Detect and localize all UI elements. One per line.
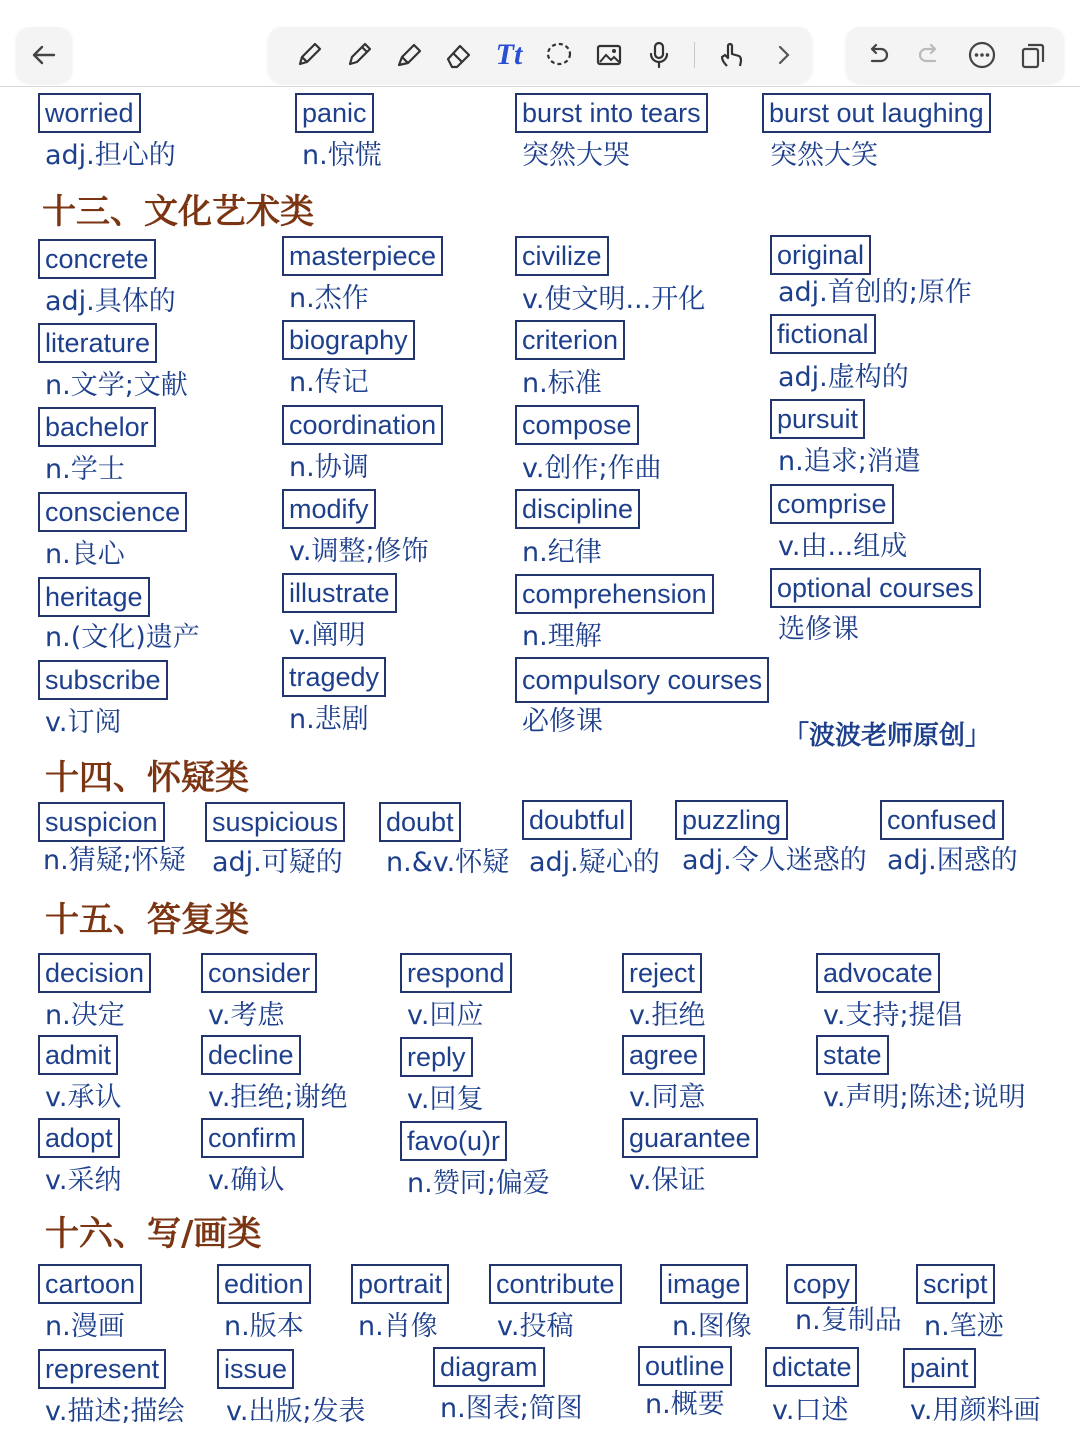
- word-box: reply: [400, 1037, 473, 1077]
- word-meaning: v.调整;修饰: [289, 536, 429, 567]
- author-credit: 「波波老师原创」: [783, 721, 992, 751]
- word-box: copy: [786, 1264, 857, 1304]
- touch-tool-button[interactable]: [711, 35, 751, 75]
- highlighter-icon: [393, 39, 425, 71]
- word-meaning: n.肖像: [358, 1311, 438, 1342]
- top-toolbar: [0, 0, 1080, 87]
- word-box: worried: [38, 93, 141, 133]
- word-box: burst into tears: [515, 93, 708, 133]
- word-box: criterion: [515, 320, 625, 360]
- word-meaning: 突然大哭: [522, 140, 630, 171]
- word-meaning: v.阐明: [289, 620, 366, 651]
- word-meaning: n.赞同;偏爱: [407, 1168, 550, 1199]
- word-meaning: n.复制品: [795, 1305, 902, 1336]
- word-box: suspicious: [205, 802, 345, 842]
- word-box: modify: [282, 489, 376, 529]
- word-meaning: n.笔迹: [924, 1311, 1004, 1342]
- word-box: paint: [903, 1348, 976, 1388]
- word-box: puzzling: [675, 800, 788, 840]
- word-box: panic: [295, 93, 374, 133]
- word-box: conscience: [38, 492, 187, 532]
- word-meaning: v.由...组成: [778, 531, 908, 562]
- word-meaning: n.版本: [224, 1311, 304, 1342]
- arrow-left-icon: [28, 39, 60, 71]
- word-meaning: v.保证: [629, 1165, 706, 1196]
- word-box: confirm: [201, 1118, 304, 1158]
- word-meaning: n.决定: [45, 1000, 125, 1031]
- section-heading: 十三、文化艺术类: [42, 192, 314, 232]
- word-box: guarantee: [622, 1118, 758, 1158]
- more-icon: [966, 39, 998, 71]
- word-meaning: v.创作;作曲: [522, 453, 662, 484]
- microphone-icon: [643, 39, 675, 71]
- word-box: tragedy: [282, 657, 386, 697]
- word-meaning: v.考虑: [208, 1000, 285, 1031]
- word-box: decline: [201, 1035, 301, 1075]
- word-meaning: v.支持;提倡: [823, 1000, 963, 1031]
- word-box: subscribe: [38, 660, 168, 700]
- word-meaning: v.描述;描绘: [45, 1396, 185, 1427]
- word-meaning: adj.虚构的: [778, 362, 909, 393]
- section-heading: 十六、写/画类: [45, 1214, 262, 1254]
- pages-icon: [1017, 39, 1049, 71]
- chevron-right-icon: [768, 39, 800, 71]
- word-meaning: v.同意: [629, 1082, 706, 1113]
- word-meaning: v.承认: [45, 1082, 122, 1113]
- word-box: bachelor: [38, 407, 156, 447]
- word-meaning: n.图像: [672, 1311, 752, 1342]
- word-box: suspicion: [38, 802, 165, 842]
- word-meaning: n.协调: [289, 452, 369, 483]
- word-box: edition: [217, 1264, 311, 1304]
- word-box: literature: [38, 323, 157, 363]
- back-button[interactable]: [24, 35, 64, 75]
- word-meaning: v.订阅: [45, 707, 122, 738]
- more-tools-button[interactable]: [764, 35, 804, 75]
- word-meaning: n.&v.怀疑: [386, 847, 510, 878]
- word-meaning: n.猜疑;怀疑: [43, 845, 186, 876]
- word-box: pursuit: [770, 399, 865, 439]
- redo-button[interactable]: [910, 35, 950, 75]
- pen-tool-button[interactable]: [289, 35, 329, 75]
- word-box: civilize: [515, 236, 609, 276]
- word-meaning: v.使文明...开化: [522, 284, 706, 315]
- microphone-tool-button[interactable]: [639, 35, 679, 75]
- word-box: advocate: [816, 953, 940, 993]
- image-icon: [593, 39, 625, 71]
- word-box: adopt: [38, 1118, 120, 1158]
- word-meaning: n.悲剧: [289, 704, 369, 735]
- word-box: illustrate: [282, 573, 397, 613]
- word-meaning: adj.可疑的: [212, 847, 343, 878]
- word-meaning: adj.疑心的: [529, 847, 660, 878]
- word-box: cartoon: [38, 1264, 142, 1304]
- word-meaning: v.回应: [407, 1000, 484, 1031]
- word-box: reject: [622, 953, 702, 993]
- word-box: masterpiece: [282, 236, 443, 276]
- word-meaning: n.漫画: [45, 1311, 125, 1342]
- word-meaning: n.理解: [522, 621, 602, 652]
- word-box: portrait: [351, 1264, 449, 1304]
- word-box: comprehension: [515, 574, 714, 614]
- word-box: outline: [638, 1346, 732, 1386]
- pencil-icon: [343, 39, 375, 71]
- lasso-tool-button[interactable]: [539, 35, 579, 75]
- word-box: favo(u)r: [400, 1121, 507, 1161]
- highlighter-tool-button[interactable]: [389, 35, 429, 75]
- lasso-icon: [543, 39, 575, 71]
- word-box: compose: [515, 405, 639, 445]
- word-box: doubtful: [522, 800, 632, 840]
- word-meaning: v.出版;发表: [226, 1396, 366, 1427]
- touch-icon: [715, 39, 747, 71]
- word-meaning: 突然大笑: [770, 140, 878, 171]
- word-box: original: [770, 235, 871, 275]
- word-box: diagram: [433, 1347, 545, 1387]
- eraser-icon: [443, 39, 475, 71]
- word-meaning: n.标准: [522, 368, 602, 399]
- word-box: agree: [622, 1035, 705, 1075]
- word-box: script: [916, 1264, 995, 1304]
- word-meaning: n.纪律: [522, 537, 602, 568]
- word-box: optional courses: [770, 568, 981, 608]
- word-meaning: n.良心: [45, 539, 125, 570]
- word-box: concrete: [38, 239, 156, 279]
- word-meaning: n.概要: [645, 1389, 725, 1420]
- word-meaning: adj.困惑的: [887, 845, 1018, 876]
- word-meaning: n.杰作: [289, 283, 369, 314]
- word-meaning: adj.担心的: [45, 140, 176, 171]
- word-box: heritage: [38, 577, 150, 617]
- undo-button[interactable]: [857, 35, 897, 75]
- word-meaning: n.(文化)遗产: [45, 622, 200, 653]
- word-box: confused: [880, 800, 1004, 840]
- word-box: respond: [400, 953, 512, 993]
- word-meaning: adj.具体的: [45, 286, 176, 317]
- word-meaning: 选修课: [778, 614, 859, 645]
- text-icon: Tt: [495, 38, 523, 71]
- word-box: image: [660, 1264, 748, 1304]
- word-meaning: v.拒绝;谢绝: [208, 1082, 348, 1113]
- word-box: contribute: [489, 1264, 622, 1304]
- word-box: state: [816, 1035, 889, 1075]
- image-tool-button[interactable]: [589, 35, 629, 75]
- word-box: discipline: [515, 489, 640, 529]
- eraser-tool-button[interactable]: [439, 35, 479, 75]
- word-box: burst out laughing: [762, 93, 991, 133]
- word-meaning: n.惊慌: [302, 140, 382, 171]
- word-meaning: v.拒绝: [629, 1000, 706, 1031]
- section-heading: 十四、怀疑类: [45, 758, 249, 798]
- word-box: doubt: [379, 802, 461, 842]
- word-meaning: v.口述: [772, 1395, 849, 1426]
- word-box: compulsory courses: [515, 657, 769, 703]
- word-meaning: n.文学;文献: [45, 370, 188, 401]
- word-meaning: n.追求;消遣: [778, 446, 921, 477]
- word-box: admit: [38, 1035, 118, 1075]
- word-box: fictional: [770, 314, 876, 354]
- word-meaning: n.图表;简图: [440, 1393, 583, 1424]
- section-heading: 十五、答复类: [45, 900, 249, 940]
- word-box: consider: [201, 953, 317, 993]
- word-meaning: adj.令人迷惑的: [682, 845, 867, 876]
- word-meaning: v.采纳: [45, 1165, 122, 1196]
- text-tool-button[interactable]: [489, 35, 529, 75]
- word-meaning: v.声明;陈述;说明: [823, 1082, 1026, 1113]
- pen-icon: [293, 39, 325, 71]
- word-box: comprise: [770, 484, 894, 524]
- more-options-button[interactable]: [962, 35, 1002, 75]
- word-meaning: v.回复: [407, 1084, 484, 1115]
- word-meaning: adj.首创的;原作: [778, 277, 972, 308]
- word-box: issue: [217, 1349, 294, 1389]
- word-box: coordination: [282, 405, 443, 445]
- word-meaning: v.用颜料画: [910, 1395, 1041, 1426]
- word-meaning: n.传记: [289, 367, 369, 398]
- word-box: represent: [38, 1349, 166, 1389]
- undo-icon: [861, 39, 893, 71]
- notes-page: [0, 87, 1080, 1440]
- word-meaning: 必修课: [522, 706, 603, 737]
- pages-button[interactable]: [1013, 35, 1053, 75]
- word-box: biography: [282, 320, 415, 360]
- word-meaning: v.投稿: [497, 1311, 574, 1342]
- redo-icon: [914, 39, 946, 71]
- pencil-tool-button[interactable]: [339, 35, 379, 75]
- toolbar-separator: [694, 42, 695, 68]
- word-box: decision: [38, 953, 151, 993]
- word-meaning: v.确认: [208, 1165, 285, 1196]
- word-meaning: n.学士: [45, 454, 125, 485]
- word-box: dictate: [765, 1347, 859, 1387]
